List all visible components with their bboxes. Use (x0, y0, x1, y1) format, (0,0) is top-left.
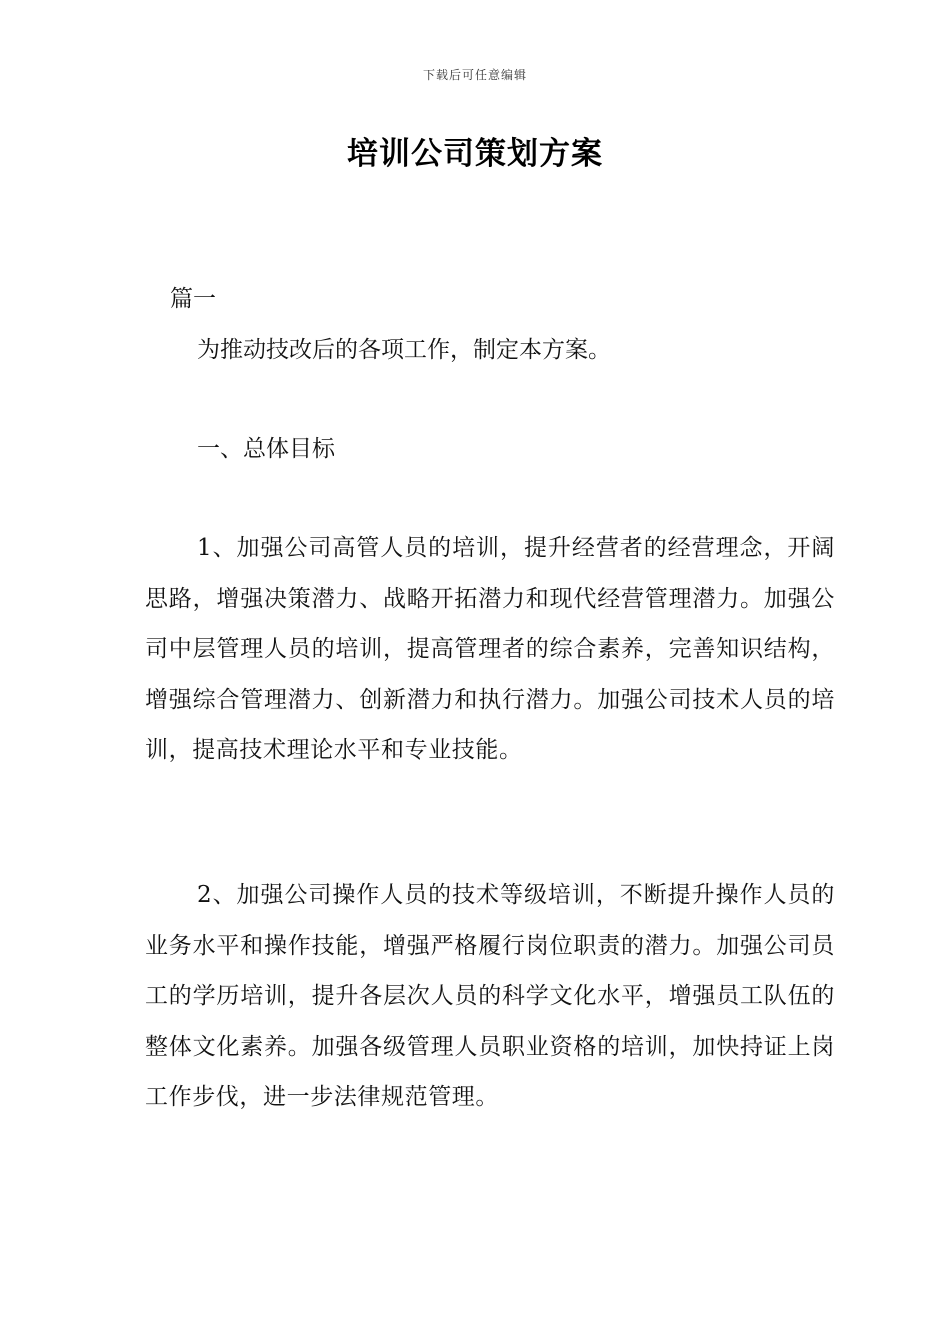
section-label: 篇一 (170, 286, 216, 312)
header-note: 下载后可任意编辑 (422, 68, 527, 82)
intro-line: 为推动技改后的各项工作，制定本方案。 (197, 337, 611, 363)
document-title: 培训公司策划方案 (347, 136, 603, 172)
paragraph-1: 1、加强公司高管人员的培训，提升经营者的经营理念，开阔思路，增强决策潜力、战略开拓潜力和现代经营管理潜力。加强公司中层管理人员的培训，提高管理者的综合素养，完善知识结构，增强综合管理潜力、创新潜力和执行潜力。加强公司技术人员的培训，提高技术理论水平和专业技能。 (145, 535, 835, 763)
paragraph-2: 2、加强公司操作人员的技术等级培训，不断提升操作人员的业务水平和操作技能，增强严格履行岗位职责的潜力。加强公司员工的学历培训，提升各层次人员的科学文化水平，增强员工队伍的整体文化素养。加强各级管理人员职业资格的培训，加快持证上岗工作步伐，进一步法律规范管理。 (145, 882, 835, 1110)
heading-general-goals: 一、总体目标 (197, 436, 335, 462)
